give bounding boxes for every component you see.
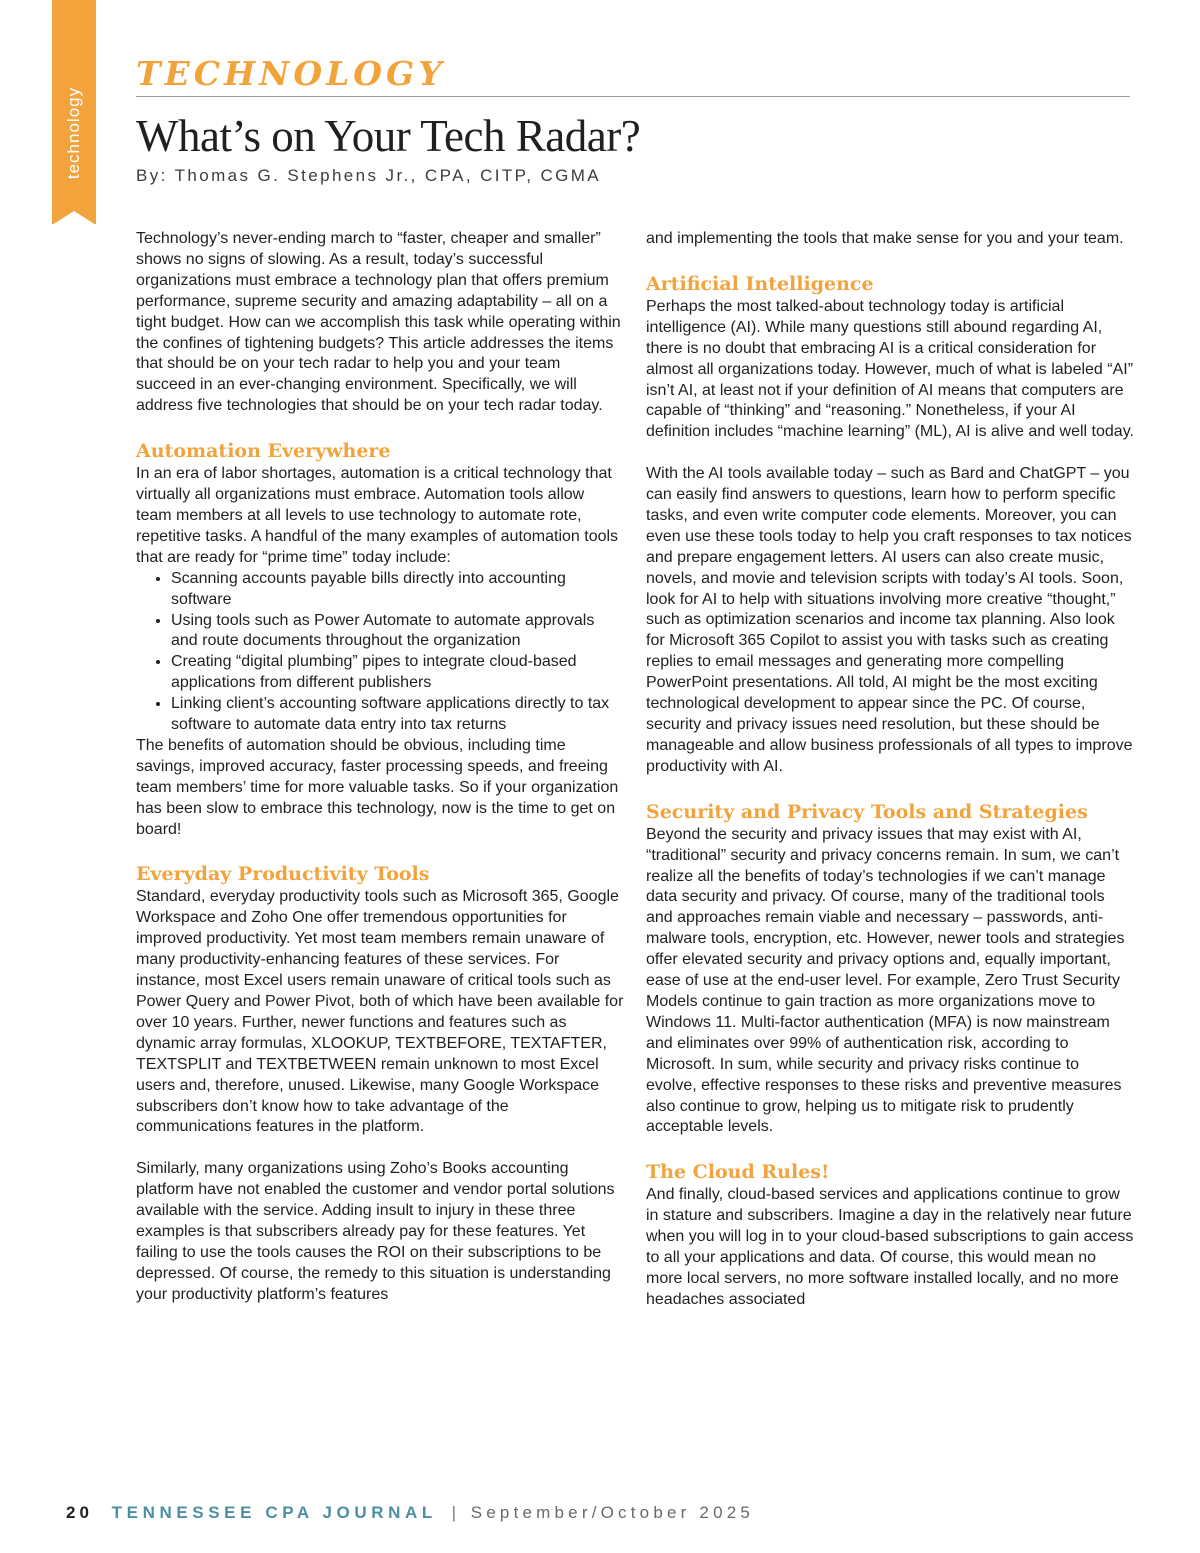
list-item: • Creating “digital plumbing” pipes to integrate cloud-based applications from different publishers (171, 652, 624, 694)
continuation-paragraph: and implementing the tools that make sense for you and your team. (646, 230, 1124, 247)
security-paragraph: Beyond the security and privacy issues that may exist with AI, “traditional” security and privacy concerns remain. In sum, we can’t realize all the benefits of today’s technologies if we can’t manage data security and privacy. Of course, many of the traditional tools and approaches remain viable and necessary – passwords, anti-malware tools, encryption, etc. However, newer tools and strategies offer elevated security and privacy options and, equally important, ease of use at the end-user level. For example, Zero Trust Security Models continue to gain traction as more organizations move to Windows 11. Multi-factor authentication (MFA) is now mainstream and eliminates over 99% of authentication risk, according to Microsoft. In sum, while security and privacy risks continue to evolve, effective responses to these risks and preventive measures also continue to grow, helping us to mitigate risk to prudently acceptable levels. (646, 825, 1125, 1136)
page-footer (66, 1503, 754, 1523)
footer-separator: | (451, 1503, 456, 1522)
ai-heading: Artificial Intelligence (646, 272, 874, 295)
intro-paragraph: Technology’s never-ending march to “faster, cheaper and smaller” shows no signs of slowing. As a result, today’s successful organizations must embrace a technology plan that offers premium performance, supreme security and amazing adaptability – all on a tight budget. How can we accomplish this task while operating within the confines of tightening budgets? This article addresses the items that should be on your tech radar to help you and your team succeed in an ever-changing environment. Specifically, we will address five technologies that should be on your tech radar today. (136, 230, 621, 415)
byline: By: Thomas G. Stephens Jr., CPA, CITP, CGMA (136, 166, 602, 185)
ai-paragraph: Perhaps the most talked-about technology today is artificial intelligence (AI). While many questions still abound regarding AI, there is no doubt that embracing AI is a critical consideration for almost all organizations today. However, much of what is labeled “AI” isn’t AI, at least not if your definition of AI means that computers are capable of “thinking” and “reasoning.” Nonetheless, if your AI definition includes “machine learning” (ML), AI is alive and well today. (646, 297, 1134, 441)
cloud-heading: The Cloud Rules! (646, 1161, 830, 1184)
automation-heading: Automation Everywhere (136, 440, 391, 463)
header-rule (136, 96, 1130, 97)
page-number: 20 (66, 1503, 93, 1522)
journal-name: TENNESSEE CPA JOURNAL (111, 1503, 437, 1522)
automation-paragraph: In an era of labor shortages, automation is a critical technology that virtually all organizations must embrace. Automation tools allow team members at all levels to use technology to automate rote, repetitive tasks. A handful of the many examples of automation tools that are ready for “prime time” today include: (136, 465, 619, 566)
section-label: TECHNOLOGY (136, 54, 446, 93)
ai-paragraph-2: With the AI tools available today – such as Bard and ChatGPT – you can easily find answers to questions, learn how to perform specific tasks, and even write computer code elements. Moreover, you can even use these tools today to help you craft responses to tax notices and prepare engagement letters. AI users can also create music, novels, and movie and television scripts with today’s AI tools. Soon, look for AI to help with situations involving more creative “thought,” such as optimization scenarios and income tax planning. Also look for Microsoft 365 Copilot to assist you with tasks such as creating replies to email messages and generating more compelling PowerPoint presentations. All told, AI might be the most exciting technological development to appear since the PC. Of course, security and privacy issues need resolution, but these should be manageable and allow business professionals of all types to improve productivity with AI. (646, 465, 1133, 775)
productivity-paragraph-2: Similarly, many organizations using Zoho’s Books accounting platform have not enabled the customer and vendor portal solutions available with the service. Adding insult to injury in these three examples is that subscribers already pay for these features. Yet failing to use the tools causes the ROI on their subscriptions to be depressed. Of course, the remedy to this situation is understanding your productivity platform’s features (136, 1160, 615, 1303)
list-item: • Linking client’s accounting software applications directly to tax software to automate data entry into tax returns (171, 694, 624, 736)
cloud-paragraph: And finally, cloud-based services and applications continue to grow in stature and subscribers. Imagine a day in the relatively near future when you will log in to your cloud-based subscriptions to gain access to all your applications and data. Of course, this would mean no more local servers, no more software installed locally, and no more headaches associated (646, 1186, 1134, 1308)
automation-list (136, 569, 624, 736)
right-column (646, 229, 1134, 1311)
productivity-paragraph: Standard, everyday productivity tools such as Microsoft 365, Google Workspace and Zoho One offer tremendous opportunities for improved productivity. Yet most team members remain unaware of many productivity-enhancing features of these services. For instance, most Excel users remain unaware of critical tools such as Power Query and Power Pivot, both of which have been available for over 10 years. Further, newer functions and features such as dynamic array formulas, XLOOKUP, TEXTBEFORE, TEXTAFTER, TEXTSPLIT and TEXTBETWEEN remain unknown to most Excel users and, therefore, unused. Likewise, many Google Workspace subscribers don’t know how to take advantage of the communications features in the platform. (136, 888, 624, 1136)
automation-benefits-paragraph: The benefits of automation should be obvious, including time savings, improved accuracy, faster processing speeds, and freeing team members’ time for more valuable tasks. So if your organization has been slow to embrace this technology, now is the time to get on board! (136, 736, 619, 838)
side-tab-label: technology (64, 86, 83, 180)
article-title: What’s on Your Tech Radar? (136, 111, 641, 161)
security-heading: Security and Privacy Tools and Strategies (646, 800, 1088, 823)
issue-date: September/October 2025 (470, 1503, 755, 1522)
list-item: • Using tools such as Power Automate to automate approvals and route documents throughout the organization (171, 611, 624, 653)
productivity-heading: Everyday Productivity Tools (136, 863, 430, 886)
list-item: • Scanning accounts payable bills directly into accounting software (171, 569, 624, 611)
left-column (136, 229, 624, 1306)
